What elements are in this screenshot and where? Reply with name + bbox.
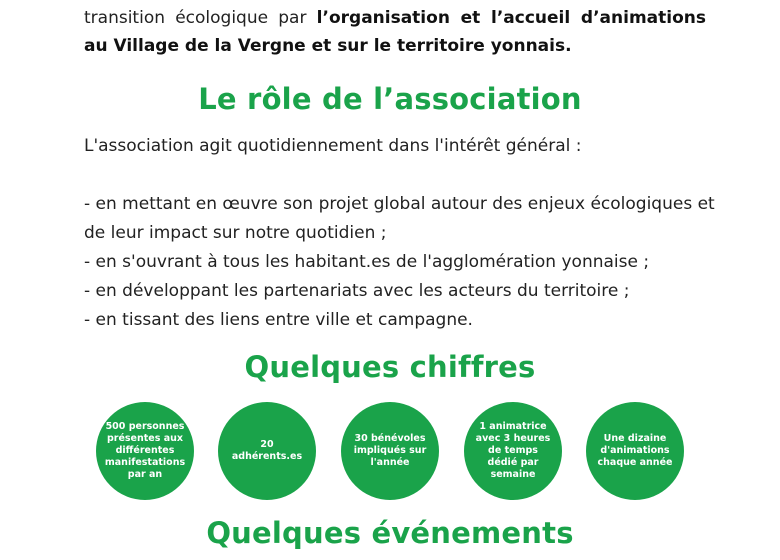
evenements-heading: Quelques événements [206, 516, 574, 550]
stat-circle-visitors: 500 personnes présentes aux différentes manifestations par an [96, 402, 194, 500]
role-bullet-item: - en développant les partenariats avec les acteurs du territoire ; [84, 281, 630, 301]
role-bullet-item: - en s'ouvrant à tous les habitant.es de l'agglomération yonnaise ; [84, 252, 650, 272]
intro-bold-text: l’organisation et l’accueil d’animations au Village de la Vergne et sur le territoire yonnais. [84, 8, 706, 56]
role-lead-text: L'association agit quotidiennement dans l'intérêt général : [84, 136, 582, 156]
intro-paragraph [84, 4, 706, 60]
role-bullet-list [84, 190, 724, 335]
chiffres-heading: Quelques chiffres [244, 350, 536, 384]
stat-circle-volunteers: 30 bénévoles impliqués sur l'année [341, 402, 439, 500]
stat-circle-animator: 1 animatrice avec 3 heures de temps dédié par semaine [464, 402, 562, 500]
role-heading: Le rôle de l’association [198, 82, 582, 116]
role-bullet-item: - en tissant des liens entre ville et campagne. [84, 310, 473, 330]
intro-plain-text: transition écologique par [84, 8, 317, 28]
role-bullet-item: - en mettant en œuvre son projet global autour des enjeux écologiques et de leur impact sur notre quotidien ; [84, 194, 715, 243]
stat-circle-members: 20 adhérents.es [218, 402, 316, 500]
stat-circle-animations: Une dizaine d'animations chaque année [586, 402, 684, 500]
